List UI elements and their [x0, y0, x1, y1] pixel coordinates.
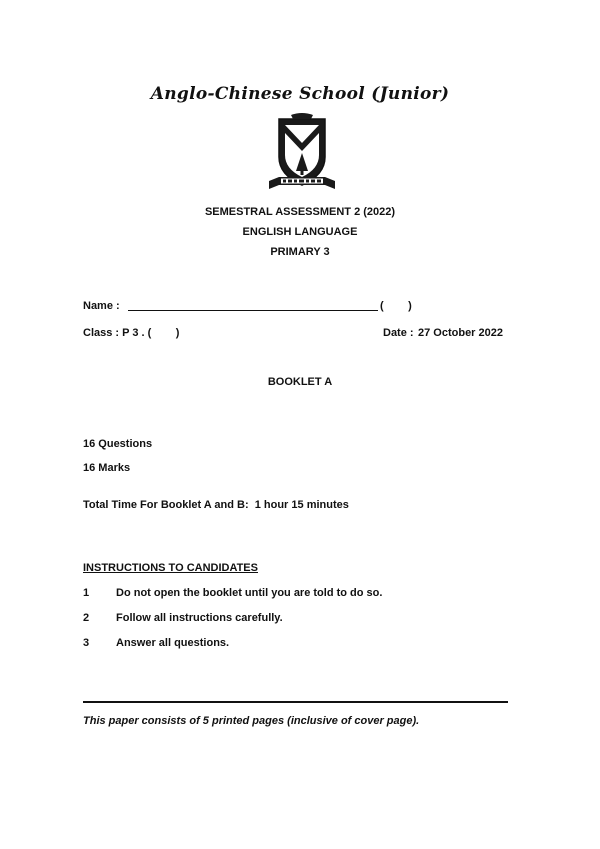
date-label: Date : [383, 327, 414, 339]
name-blank-line [128, 310, 378, 311]
footer-divider [83, 701, 508, 703]
page-count-note: This paper consists of 5 printed pages (inclusive of cover page). [83, 715, 420, 727]
school-name: Anglo-Chinese School (Junior) [150, 84, 450, 104]
booklet-title: BOOKLET A [267, 376, 333, 388]
instruction-number: 3 [83, 637, 90, 649]
question-count: 16 Questions [83, 438, 153, 450]
name-label: Name : [83, 300, 120, 312]
subject-title: ENGLISH LANGUAGE [242, 226, 358, 238]
instructions-title: INSTRUCTIONS TO CANDIDATES [83, 562, 258, 574]
date-value: 27 October 2022 [418, 327, 503, 339]
instruction-text: Do not open the booklet until you are told to do so. [116, 587, 383, 599]
index-number-bracket: ( ) [380, 300, 412, 312]
assessment-title: SEMESTRAL ASSESSMENT 2 (2022) [204, 206, 396, 218]
level-title: PRIMARY 3 [270, 246, 330, 258]
instruction-text: Follow all instructions carefully. [116, 612, 283, 624]
class-label: Class : P 3 . ( ) [83, 327, 180, 339]
marks-count: 16 Marks [83, 462, 131, 474]
school-crest-icon [265, 113, 339, 195]
instruction-text: Answer all questions. [116, 637, 230, 649]
instruction-number: 1 [83, 587, 90, 599]
instruction-number: 2 [83, 612, 90, 624]
total-time: Total Time For Booklet A and B: 1 hour 15 minutes [83, 499, 349, 511]
